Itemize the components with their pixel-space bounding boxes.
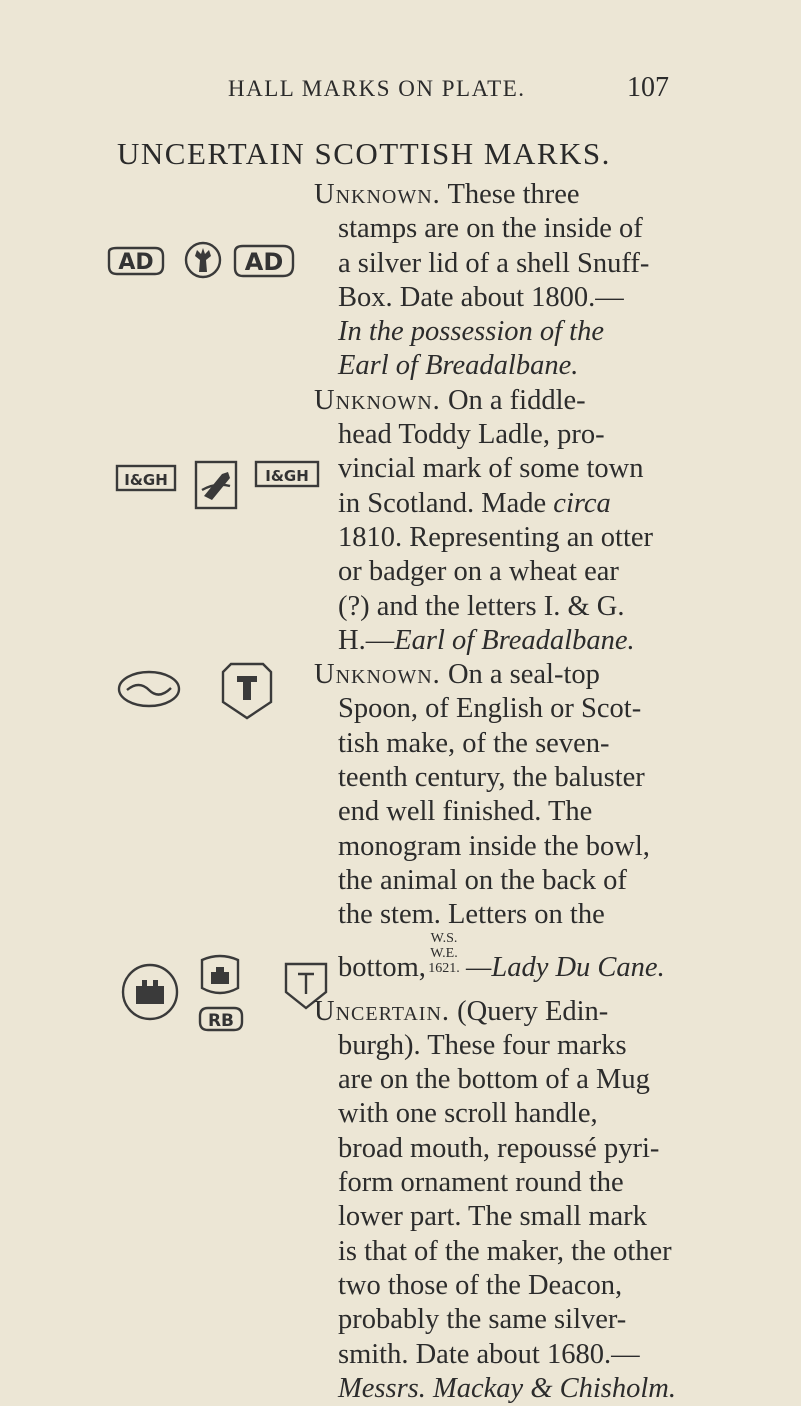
text-line: are on the bottom of a Mug <box>338 1064 650 1096</box>
text-line: is that of the maker, the other <box>338 1235 672 1267</box>
igh-rect-right-icon <box>256 462 318 486</box>
inscription-line: 1621. <box>428 960 460 976</box>
otter-on-wheat-ear-icon <box>196 462 236 508</box>
text-line: broad mouth, repoussé pyri- <box>338 1132 660 1164</box>
owner-line: Earl of Breadalbane. <box>394 624 635 656</box>
entry-heading: Unknown. <box>314 384 441 416</box>
text-line: These three <box>447 179 580 210</box>
text-line: tish make, of the seven- <box>338 727 610 759</box>
page-number: 107 <box>627 72 669 103</box>
text-line: with one scroll handle, <box>338 1098 598 1130</box>
text-line: a silver lid of a shell Snuff- <box>338 247 650 279</box>
circa-word: circa <box>553 487 611 519</box>
text-line: H.— <box>338 624 395 656</box>
text-line: Spoon, of English or Scot- <box>338 693 642 725</box>
monogram-oval-icon <box>119 672 179 706</box>
entry-1 <box>314 178 800 384</box>
entry-heading: Unknown. <box>314 659 441 691</box>
text-line: burgh). These four marks <box>338 1029 627 1061</box>
thistle-icon <box>186 243 220 277</box>
text-line: stamps are on the inside of <box>338 213 643 245</box>
mark-group-4 <box>112 920 342 1050</box>
text-line: (Query Edin- <box>457 995 609 1027</box>
section-title: UNCERTAIN SCOTTISH MARKS. <box>117 136 611 171</box>
text-line: Box. Date about 1800.— <box>338 281 624 313</box>
text-line: probably the same silver- <box>338 1304 627 1336</box>
mark-group-3 <box>115 646 315 726</box>
text-line: the stem. Letters on the <box>338 899 605 931</box>
text-line: 1810. Representing an otter <box>338 521 654 553</box>
igh-right-label: I&GH <box>265 467 309 485</box>
ad-shield-right-icon <box>235 246 293 276</box>
text-line: vincial mark of some town <box>338 453 644 485</box>
text-line: teenth century, the baluster <box>338 762 645 794</box>
owner-line: In the possession of the <box>338 316 604 348</box>
owner-line: —Lady Du Cane. <box>466 951 665 983</box>
text-line: the animal on the back of <box>338 864 627 896</box>
mark-group-1 <box>105 208 325 288</box>
text-column <box>314 178 800 1406</box>
ad-left-label: AD <box>118 250 154 275</box>
text-line: bottom, <box>338 951 426 983</box>
mark-group-2 <box>112 446 332 536</box>
text-line: On a seal-top <box>447 659 600 691</box>
animal-badge-icon <box>223 664 271 718</box>
entry-heading: Unknown. <box>314 179 441 210</box>
text-line: On a fiddle- <box>447 384 586 416</box>
entry-2 <box>314 384 800 658</box>
ad-right-label: AD <box>244 248 284 276</box>
text-line: form ornament round the <box>338 1167 624 1199</box>
entry-heading: Uncertain. <box>314 995 451 1027</box>
entry-4 <box>314 995 800 1406</box>
rb-maker-label: RB <box>207 1011 235 1031</box>
text-line: in Scotland. Made <box>338 487 547 519</box>
text-line: smith. Date about 1680.— <box>338 1338 640 1370</box>
entry-3 <box>314 658 800 994</box>
text-line: head Toddy Ladle, pro- <box>338 419 605 451</box>
rb-maker-mark-icon <box>200 1008 242 1031</box>
castle-seal-icon <box>123 965 177 1019</box>
running-head: HALL MARKS ON PLATE. <box>228 76 526 101</box>
owner-line: Earl of Breadalbane. <box>338 350 579 382</box>
text-line: lower part. The small mark <box>338 1201 647 1233</box>
inscription-line: W.E. <box>430 945 458 961</box>
igh-rect-left-icon <box>117 466 175 490</box>
text-line: monogram inside the bowl, <box>338 830 650 862</box>
castle-mark-icon <box>202 956 238 993</box>
text-line: or badger on a wheat ear <box>338 556 619 588</box>
text-line: end well finished. The <box>338 796 593 828</box>
ad-shield-left-icon <box>109 248 163 275</box>
owner-line: Messrs. Mackay & Chisholm. <box>338 1372 677 1404</box>
inscription-line: W.S. <box>430 930 458 946</box>
text-line: (?) and the letters I. & G. <box>338 590 625 622</box>
text-line: two those of the Deacon, <box>338 1269 623 1301</box>
inscription-stack <box>424 931 464 976</box>
igh-left-label: I&GH <box>124 471 168 489</box>
